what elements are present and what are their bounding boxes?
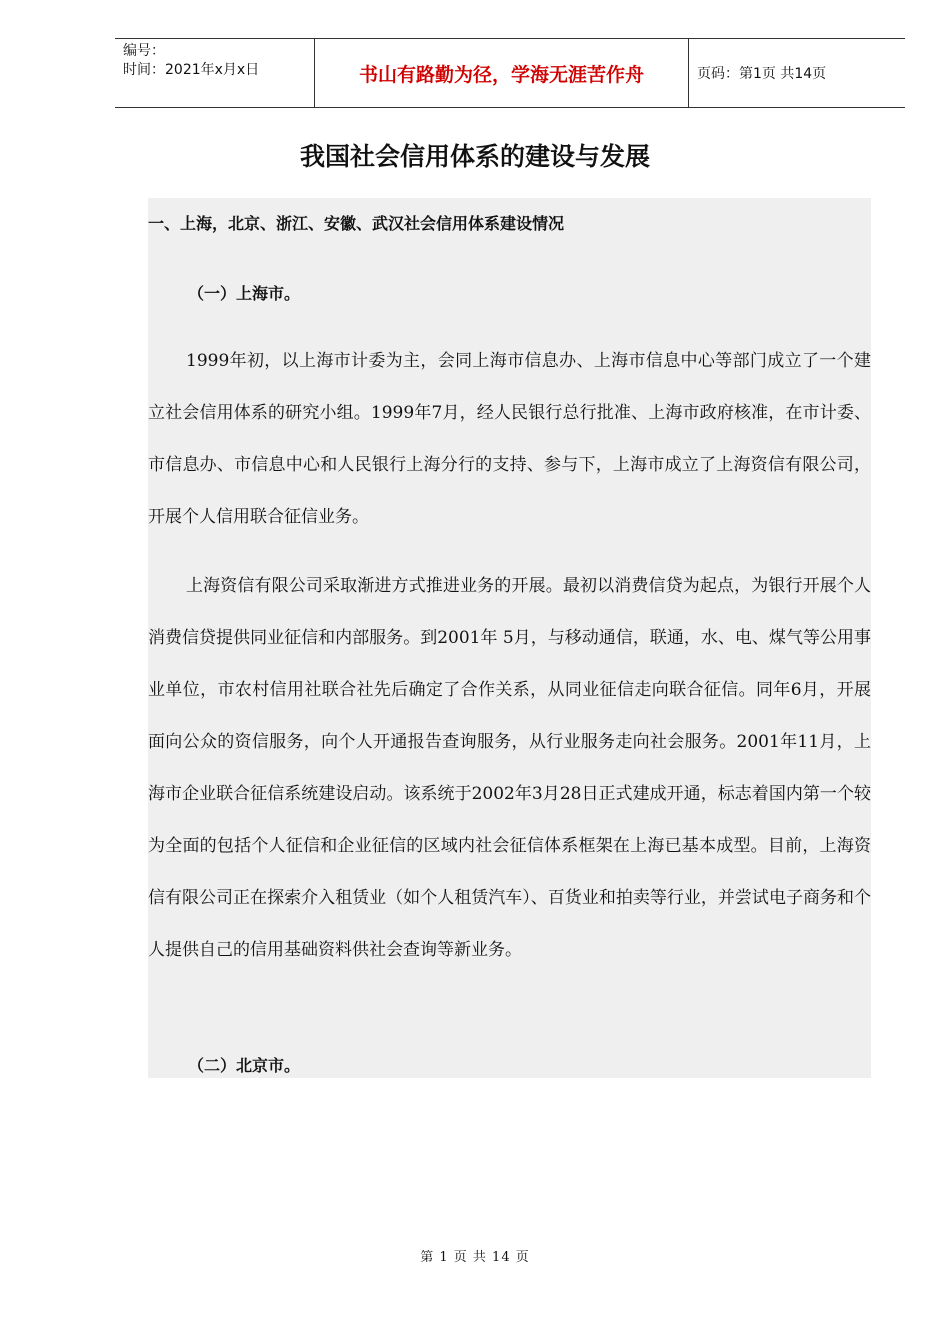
header-motto-cell <box>315 39 689 107</box>
document-title: 我国社会信用体系的建设与发展 <box>299 142 650 171</box>
paragraph-2: 上海资信有限公司采取渐进方式推进业务的开展。最初以消费信贷为起点，为银行开展个人消费信贷提供同业征信和内部服务。到2001年 5月，与移动通信，联通，水、电、煤气等公用事业单位，市农村信用社联合社先后确定了合作关系，从同业征信走向联合征信。同年6月，开展面向公众的资信服务，向个人开通报告查询服务，从行业服务走向社会服务。2001年11月，上海市企业联合征信系统建设启动。该系统于2002年3月28日正式建成开通，标志着国内第一个较为全面的包括个人征信和企业征信的区域内社会征信体系框架在上海已基本成型。目前，上海资信有限公司正在探索介入租赁业（如个人租赁汽车）、百货业和拍卖等行业，并尝试电子商务和个人提供自己的信用基础资料供社会查询等新业务。 <box>148 576 871 960</box>
motto-text: 书山有路勤为径，学海无涯苦作舟 <box>358 63 644 86</box>
paragraph-1: 1999年初，以上海市计委为主，会同上海市信息办、上海市信息中心等部门成立了一个建立社会信用体系的研究小组。1999年7月，经人民银行总行批准、上海市政府核准，在市计委、市信息办、市信息中心和人民银行上海分行的支持、参与下，上海市成立了上海资信有限公司，开展个人信用联合征信业务。 <box>148 351 871 527</box>
header-table <box>115 38 905 108</box>
header-meta-cell <box>115 39 315 107</box>
subsection-shanghai-heading: （一）上海市。 <box>188 284 301 303</box>
page-info: 页码：第1页 共14页 <box>697 66 827 82</box>
section-1-heading: 一、上海，北京、浙江、安徽、武汉社会信用体系建设情况 <box>148 214 565 233</box>
header-page-cell <box>689 39 905 107</box>
subsection-beijing-heading: （二）北京市。 <box>188 1056 301 1075</box>
page-footer: 第 1 页 共 14 页 <box>420 1250 530 1265</box>
document-body <box>148 198 871 1078</box>
date-label: 时间：2021年x月x日 <box>123 62 260 78</box>
serial-label: 编号： <box>123 43 165 59</box>
